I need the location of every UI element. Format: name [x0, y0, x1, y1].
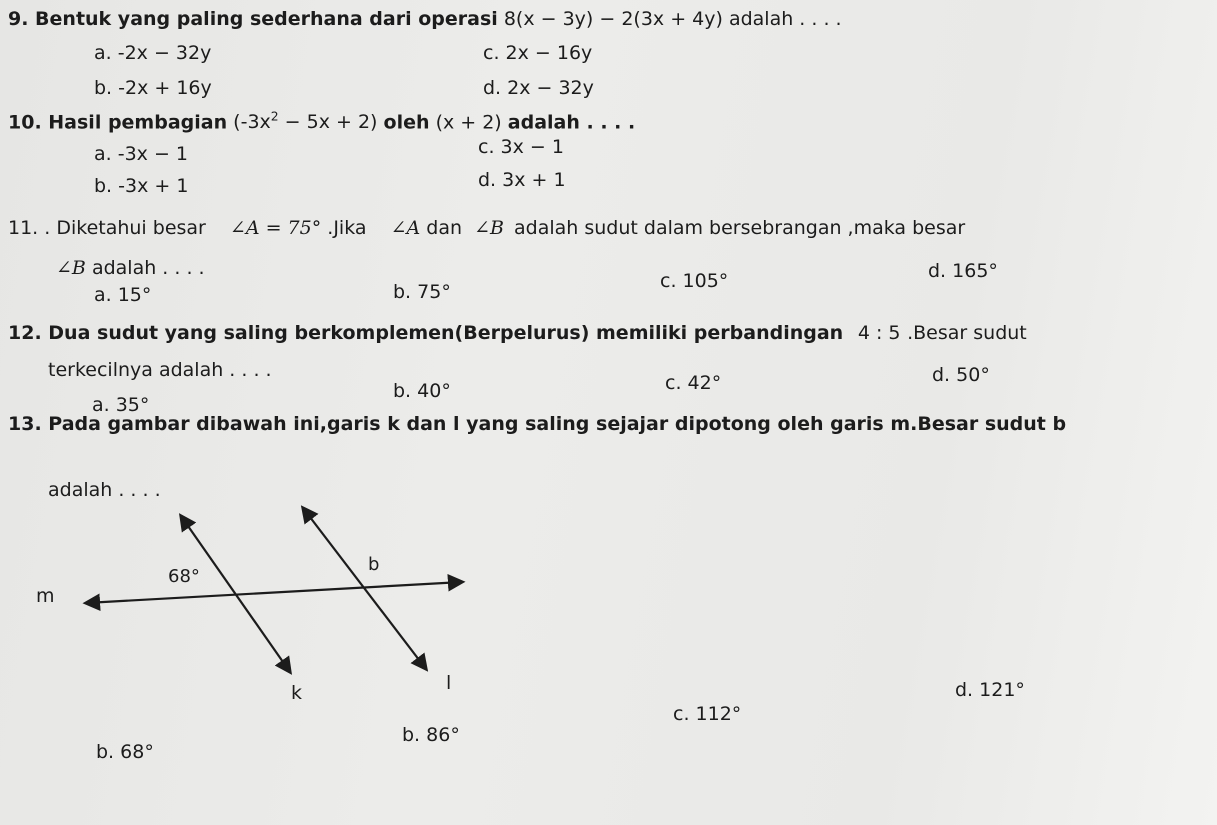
q12-option-d: d. 50°: [932, 364, 990, 386]
q10-option-b: b. -3x + 1: [94, 175, 189, 197]
q12-ratio: 4 : 5: [857, 322, 901, 344]
q13-option-c: c. 112°: [673, 703, 742, 725]
q11-angle-given: ∠A = 75°: [229, 217, 322, 239]
figure-angle-label: 68°: [168, 566, 200, 587]
q9-prefix: 9. Bentuk yang paling sederhana dari operasi: [8, 8, 498, 30]
line-l: [303, 508, 426, 669]
q11-prefix: 11. . Diketahui besar: [8, 217, 206, 239]
q12-option-c: c. 42°: [665, 372, 722, 394]
q13-stem-line2: adalah . . . .: [48, 479, 161, 501]
q10-option-a: a. -3x − 1: [94, 143, 188, 165]
q12-suffix: .Besar sudut: [907, 322, 1027, 344]
q11-suffix: adalah sudut dalam bersebrangan ,maka besar: [514, 217, 966, 239]
q10-option-d: d. 3x + 1: [478, 169, 566, 191]
q11-option-b: b. 75°: [393, 281, 451, 303]
q12-option-a: a. 35°: [92, 394, 150, 416]
line-k: [181, 516, 290, 672]
q12-line1: 12. Dua sudut yang saling berkomplemen(Berpelurus) memiliki perbandingan: [8, 322, 844, 344]
q13-option-d: d. 121°: [955, 679, 1025, 701]
figure-label-b: b: [368, 554, 380, 575]
q13-stem-line1: 13. Pada gambar dibawah ini,garis k dan l yang saling sejajar dipotong oleh garis m.Besar sudut b: [8, 413, 1067, 435]
q9-expression: 8(x − 3y) − 2(3x + 4y): [503, 8, 723, 30]
q11-jika: .Jika: [327, 217, 367, 239]
q13-option-b: b. 86°: [402, 724, 460, 746]
q10-option-c: c. 3x − 1: [478, 136, 564, 158]
q12-stem-line2: terkecilnya adalah . . . .: [48, 359, 272, 381]
q9-option-b: b. -2x + 16y: [94, 77, 212, 99]
q9-option-a: a. -2x − 32y: [94, 42, 212, 64]
q11-option-d: d. 165°: [928, 260, 998, 282]
q11-angle-a: ∠A: [390, 217, 421, 239]
q11-adalah: adalah . . . .: [91, 257, 205, 279]
q11-angle-b: ∠B: [474, 217, 504, 239]
q11-option-c: c. 105°: [660, 270, 729, 292]
q10-dividend: $(-3x^2 - 5x + 2)$: [233, 110, 378, 134]
q11-angle-b-line2: ∠B: [56, 257, 86, 279]
q9-suffix: adalah . . . .: [728, 8, 842, 30]
q10-oleh: oleh: [383, 111, 430, 134]
q10-divisor: (x + 2): [435, 111, 502, 134]
figure-label-k: k: [291, 682, 303, 704]
figure-label-l: l: [446, 672, 452, 694]
figure-label-m: m: [36, 585, 55, 607]
q10-suffix: adalah . . . .: [507, 111, 636, 134]
q11-option-a: a. 15°: [94, 284, 152, 306]
q12-option-b: b. 40°: [393, 380, 451, 402]
q9-option-c: c. 2x − 16y: [483, 42, 593, 64]
line-m: [86, 582, 462, 603]
q11-dan: dan: [426, 217, 463, 239]
q10-prefix: 10. Hasil pembagian: [8, 111, 228, 134]
q13-option-a: b. 68°: [96, 741, 154, 763]
q9-option-d: d. 2x − 32y: [483, 77, 594, 99]
